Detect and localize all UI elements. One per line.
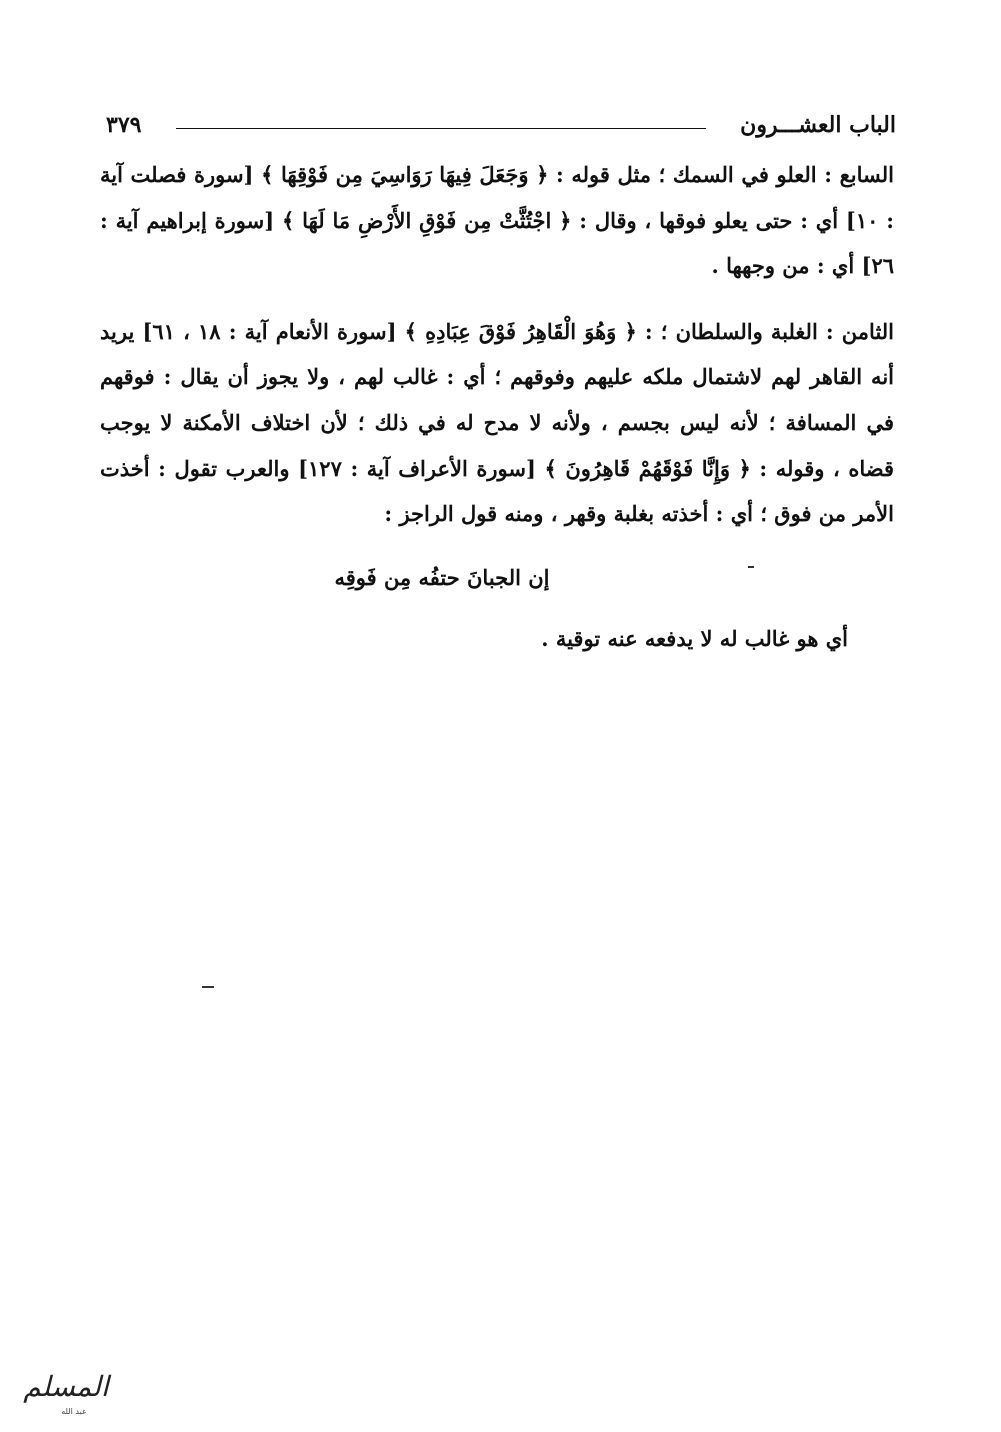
scan-speck xyxy=(202,986,214,988)
page-number: ٣٧٩ xyxy=(106,112,142,138)
logo-subtext: عبد الله xyxy=(61,1407,87,1416)
logo-text: المسلم xyxy=(23,1370,109,1403)
scan-speck xyxy=(748,566,754,568)
verse-explanation: أي هو غالب له لا يدفعه عنه توقية . xyxy=(541,626,848,652)
paragraph-seventh-meaning: السابع : العلو في السمك ؛ مثل قوله : ﴿ وَجَعَلَ فِيهَا رَوَاسِيَ مِن فَوْقِهَا ﴾ [سورة فصلت آية : ١٠] أي : حتى يعلو فوقها ، وقال : ﴿ اجْتُثَّتْ مِن فَوْقِ الأَرْضِ مَا لَهَا ﴾ [سورة إبراهيم آية : ٢٦] أي : من وجهها . xyxy=(100,162,894,279)
calligraphy-logo xyxy=(14,1362,124,1422)
page-body xyxy=(100,152,894,662)
page-header xyxy=(100,108,896,148)
chapter-title: الباب العشـــرون xyxy=(740,112,896,138)
poem-verse: إن الجبانَ حتفُه مِن فَوقِه xyxy=(334,564,550,590)
paragraph-eighth-meaning: الثامن : الغلبة والسلطان ؛ : ﴿ وَهُوَ الْقَاهِرُ فَوْقَ عِبَادِهِ ﴾ [سورة الأنعام آية : ١٨ ، ٦١] يريد أنه القاهر لهم لاشتمال ملكه عليهم وفوقهم ؛ أي : غالب لهم ، ولا يجوز أن يقال : فوقهم في المسافة ؛ لأنه ليس بجسم ، ولأنه لا مدح له في ذلك ؛ لأن اختلاف الأمكنة لا يوجب قضاه ، وقوله : ﴿ وَإِنَّا فَوْقَهُمْ قَاهِرُونَ ﴾ [سورة الأعراف آية : ١٢٧] والعرب تقول : أخذت الأمر من فوق ؛ أي : أخذته بغلبة وقهر ، ومنه قول الراجز : xyxy=(100,318,895,527)
header-rule xyxy=(176,128,706,129)
